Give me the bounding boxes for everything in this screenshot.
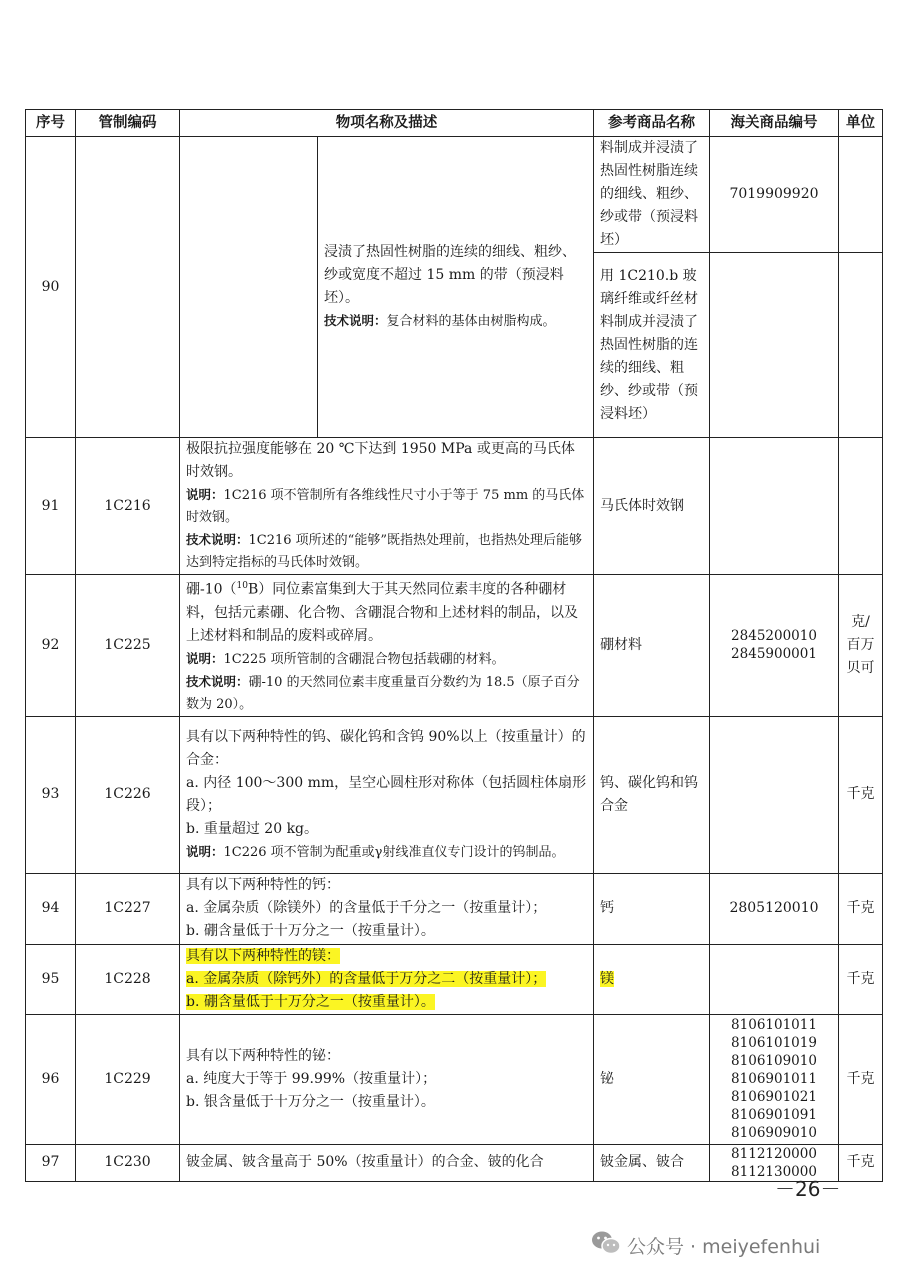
description-text: 具有以下两种特性的钙：	[186, 877, 340, 894]
header-description: 物项名称及描述	[180, 110, 594, 137]
table-row	[26, 873, 883, 944]
reference-name: 钨、碳化钨和钨合金	[594, 716, 710, 873]
control-code: 1C230	[76, 1144, 180, 1181]
item-description	[180, 716, 594, 873]
spec-item-b: b. 硼含量低于十万分之一（按重量计）。	[186, 923, 435, 940]
unit: 克/百万贝可	[839, 575, 883, 717]
table-row	[26, 1144, 883, 1181]
wechat-icon	[591, 1230, 621, 1261]
spec-item-a: a. 金属杂质（除镁外）的含量低于千分之一（按重量计）；	[186, 900, 547, 917]
hs-code	[710, 944, 839, 1014]
hs-code: 8106101011 8106101019 8106109010 8106901011 8106901021 8106901091 8106909010	[710, 1014, 839, 1144]
reference-name: 铋	[594, 1014, 710, 1144]
indent-cell	[180, 137, 318, 438]
item-description	[180, 575, 594, 717]
reference-name: 镁	[594, 944, 710, 1014]
description-text: 浸渍了热固性树脂的连续的细线、粗纱、纱或宽度不超过 15 mm 的带（预浸料坯）。	[324, 244, 576, 306]
hs-code: 2845200010 2845900001	[710, 575, 839, 717]
control-code: 1C226	[76, 716, 180, 873]
hs-code: 8112120000 8112130000	[710, 1144, 839, 1181]
reference-name: 硼材料	[594, 575, 710, 717]
header-code: 管制编码	[76, 110, 180, 137]
spec-item-b: b. 银含量低于十万分之一（按重量计）。	[186, 1093, 435, 1110]
unit: 千克	[839, 1144, 883, 1181]
row-number: 93	[26, 716, 76, 873]
row-number: 94	[26, 873, 76, 944]
description-text: 极限抗拉强度能够在 20 ℃下达到 1950 MPa 或更高的马氏体时效钢。	[186, 441, 575, 480]
row-number: 96	[26, 1014, 76, 1144]
item-description	[180, 438, 594, 575]
technical-note: 技术说明：硼-10 的天然同位素丰度重量百分数约为 18.5（原子百分数为 20）。	[186, 673, 580, 712]
row-number: 97	[26, 1144, 76, 1181]
hs-code	[710, 438, 839, 575]
reference-name: 钙	[594, 873, 710, 944]
table-row	[26, 716, 883, 873]
header-row	[26, 110, 883, 137]
control-code: 1C225	[76, 575, 180, 717]
hs-code	[710, 716, 839, 873]
note: 说明：1C225 项所管制的含硼混合物包括载硼的材料。	[186, 650, 505, 667]
watermark	[591, 1232, 820, 1258]
row-number: 91	[26, 438, 76, 575]
spec-item-b: b. 重量超过 20 kg。	[186, 820, 319, 837]
row-number: 92	[26, 575, 76, 717]
description-text: 具有以下两种特性的钨、碳化钨和含钨 90%以上（按重量计）的合金：	[186, 728, 586, 768]
technical-note: 技术说明：复合材料的基体由树脂构成。	[324, 313, 556, 329]
unit	[839, 438, 883, 575]
item-description	[180, 944, 594, 1014]
reference-name: 马氏体时效钢	[594, 438, 710, 575]
row-number: 90	[26, 137, 76, 438]
spec-item-b: b. 硼含量低于十万分之一（按重量计）。	[186, 993, 435, 1010]
description-text: 具有以下两种特性的铋：	[186, 1047, 340, 1064]
note: 说明：1C226 项不管制为配重或γ射线准直仪专门设计的钨制品。	[186, 843, 565, 860]
description-text: 硼-10（$^{10}$B）同位素富集到大于其天然同位素丰度的各种硼材料，包括元素硼、化合物、含硼混合物和上述材料的制品，以及上述材料和制品的废料或碎屑。	[186, 581, 578, 644]
control-code: 1C229	[76, 1014, 180, 1144]
spec-item-a: a. 金属杂质（除钙外）的含量低于万分之二（按重量计）；	[186, 970, 547, 987]
reference-name: 用 1C210.b 玻璃纤维或纤丝材料制成并浸渍了热固性树脂的连续的细线、粗纱、纱或带（预浸料坯）	[594, 253, 710, 438]
unit	[839, 137, 883, 253]
unit: 千克	[839, 944, 883, 1014]
table-row	[26, 944, 883, 1014]
row-number: 95	[26, 944, 76, 1014]
control-list-table	[25, 109, 883, 1182]
hs-code: 7019909920	[710, 137, 839, 253]
control-code	[76, 137, 180, 438]
item-description	[180, 873, 594, 944]
table-row	[26, 438, 883, 575]
table-row	[26, 137, 883, 253]
header-reference-name: 参考商品名称	[594, 110, 710, 137]
spec-item-a: a. 内径 100～300 mm，呈空心圆柱形对称体（包括圆柱体扇形段）；	[186, 774, 587, 814]
note: 说明：1C216 项不管制所有各维线性尺寸小于等于 75 mm 的马氏体时效钢。	[186, 487, 585, 525]
watermark-text: 公众号 · meiyefenhui	[627, 1235, 821, 1258]
header-hs-code: 海关商品编号	[710, 110, 839, 137]
reference-name: 料制成并浸渍了热固性树脂连续的细线、粗纱、纱或带（预浸料坯）	[594, 137, 710, 253]
page-number: －26－	[775, 1177, 841, 1201]
unit: 千克	[839, 716, 883, 873]
item-description: 铍金属、铍含量高于 50%（按重量计）的合金、铍的化合	[180, 1144, 594, 1181]
header-no: 序号	[26, 110, 76, 137]
hs-code	[710, 253, 839, 438]
item-description	[180, 1014, 594, 1144]
technical-note: 技术说明：1C216 项所述的“能够”既指热处理前，也指热处理后能够达到特定指标的马氏体时效钢。	[186, 532, 582, 570]
control-code: 1C216	[76, 438, 180, 575]
description-text: 具有以下两种特性的镁：	[186, 947, 340, 964]
table-row	[26, 575, 883, 717]
reference-name: 铍金属、铍合	[594, 1144, 710, 1181]
unit	[839, 253, 883, 438]
unit: 千克	[839, 1014, 883, 1144]
unit: 千克	[839, 873, 883, 944]
table-row	[26, 1014, 883, 1144]
hs-code: 2805120010	[710, 873, 839, 944]
spec-item-a: a. 纯度大于等于 99.99%（按重量计）；	[186, 1070, 437, 1087]
control-code: 1C228	[76, 944, 180, 1014]
item-description	[318, 137, 594, 438]
control-code: 1C227	[76, 873, 180, 944]
header-unit: 单位	[839, 110, 883, 137]
